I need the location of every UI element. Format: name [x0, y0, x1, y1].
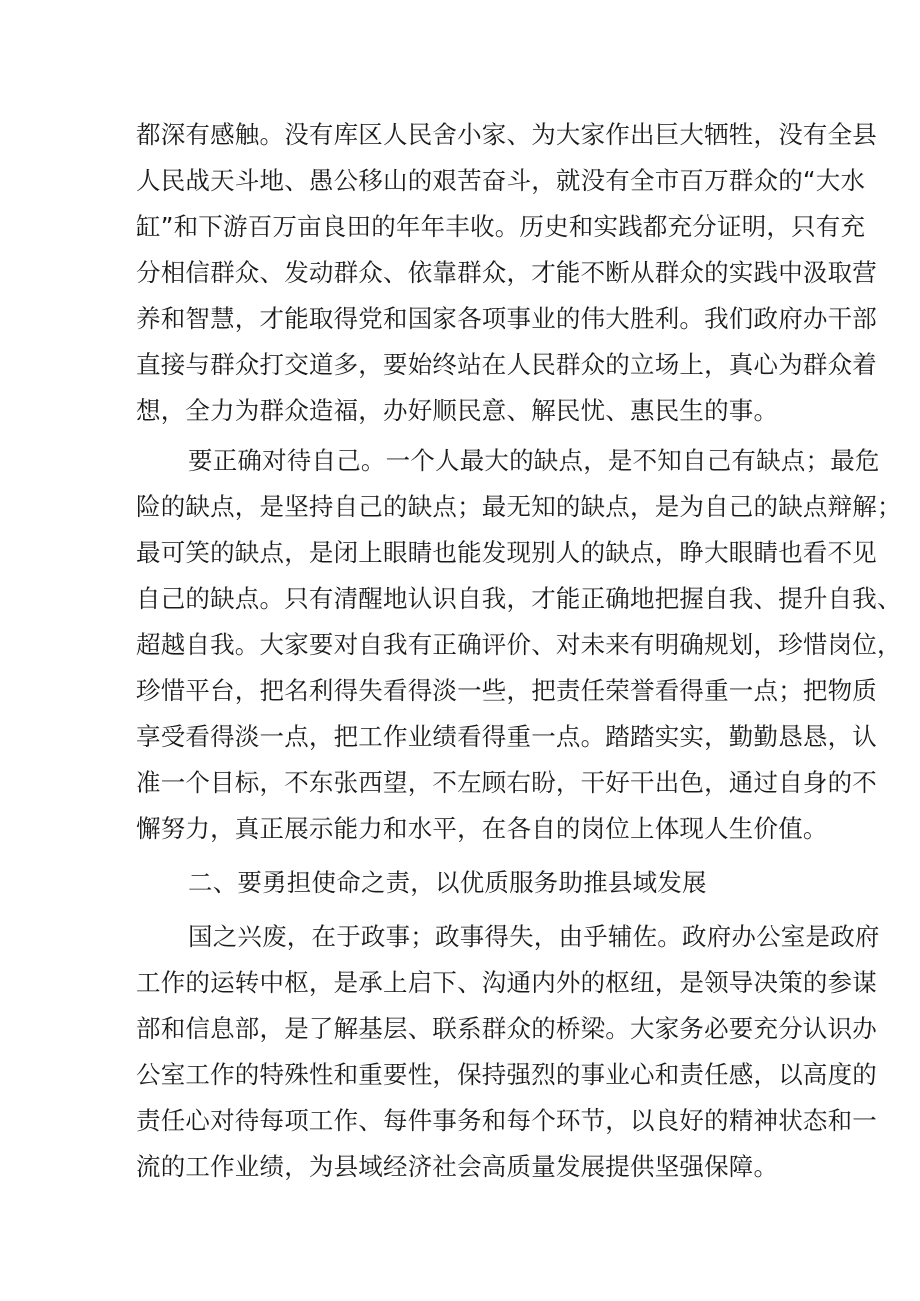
text-line: 工作的运转中枢，是承上启下、沟通内外的枢纽，是领导决策的参谋 [136, 968, 877, 997]
text-line: 最可笑的缺点，是闭上眼睛也能发现别人的缺点，睁大眼睛也看不见 [136, 538, 877, 567]
text-line: 自己的缺点。只有清醒地认识自我，才能正确地把握自我、提升自我、 [136, 584, 902, 613]
text-line: 准一个目标，不东张西望，不左顾右盼，干好干出色，通过自身的不 [136, 768, 877, 797]
text-line: 要正确对待自己。一个人最大的缺点，是不知自己有缺点；最危 [188, 446, 880, 475]
text-line: 都深有感触。没有库区人民舍小家、为大家作出巨大牺牲，没有全县 [136, 120, 877, 149]
text-line: 想，全力为群众造福，办好顺民意、解民忧、惠民生的事。 [136, 396, 779, 425]
document-body [136, 112, 902, 1190]
text-line: 懈努力，真正展示能力和水平，在各自的岗位上体现人生价值。 [136, 814, 828, 843]
paragraph-office-role [136, 914, 880, 1190]
paragraph-self-reflection [136, 438, 902, 852]
text-line: 直接与群众打交道多，要始终站在人民群众的立场上，真心为群众着 [136, 350, 877, 379]
text-line: 国之兴废，在于政事；政事得失，由乎辅佐。政府办公室是政府 [188, 922, 880, 951]
section-heading: 二、要勇担使命之责，以优质服务助推县域发展 [188, 868, 707, 897]
text-line: 养和智慧，才能取得党和国家各项事业的伟大胜利。我们政府办干部 [136, 304, 877, 333]
text-line: 流的工作业绩，为县域经济社会高质量发展提供坚强保障。 [136, 1152, 779, 1181]
text-line: 超越自我。大家要对自我有正确评价、对未来有明确规划，珍惜岗位， [136, 630, 902, 659]
text-line: 部和信息部，是了解基层、联系群众的桥梁。大家务必要充分认识办 [136, 1014, 877, 1043]
text-line: 珍惜平台，把名利得失看得淡一些，把责任荣誉看得重一点；把物质 [136, 676, 877, 705]
text-line: 缸”和下游百万亩良田的年年丰收。历史和实践都充分证明，只有充 [136, 212, 866, 241]
paragraph-continuation [136, 112, 877, 434]
text-line: 险的缺点，是坚持自己的缺点；最无知的缺点，是为自己的缺点辩解； [136, 492, 902, 521]
text-line: 公室工作的特殊性和重要性，保持强烈的事业心和责任感，以高度的 [136, 1060, 877, 1089]
text-line: 分相信群众、发动群众、依靠群众，才能不断从群众的实践中汲取营 [136, 258, 877, 287]
text-line: 责任心对待每项工作、每件事务和每个环节，以良好的精神状态和一 [136, 1106, 877, 1135]
text-line: 享受看得淡一点，把工作业绩看得重一点。踏踏实实，勤勤恳恳，认 [136, 722, 877, 751]
text-line: 人民战天斗地、愚公移山的艰苦奋斗，就没有全市百万群众的“大水 [136, 166, 866, 195]
